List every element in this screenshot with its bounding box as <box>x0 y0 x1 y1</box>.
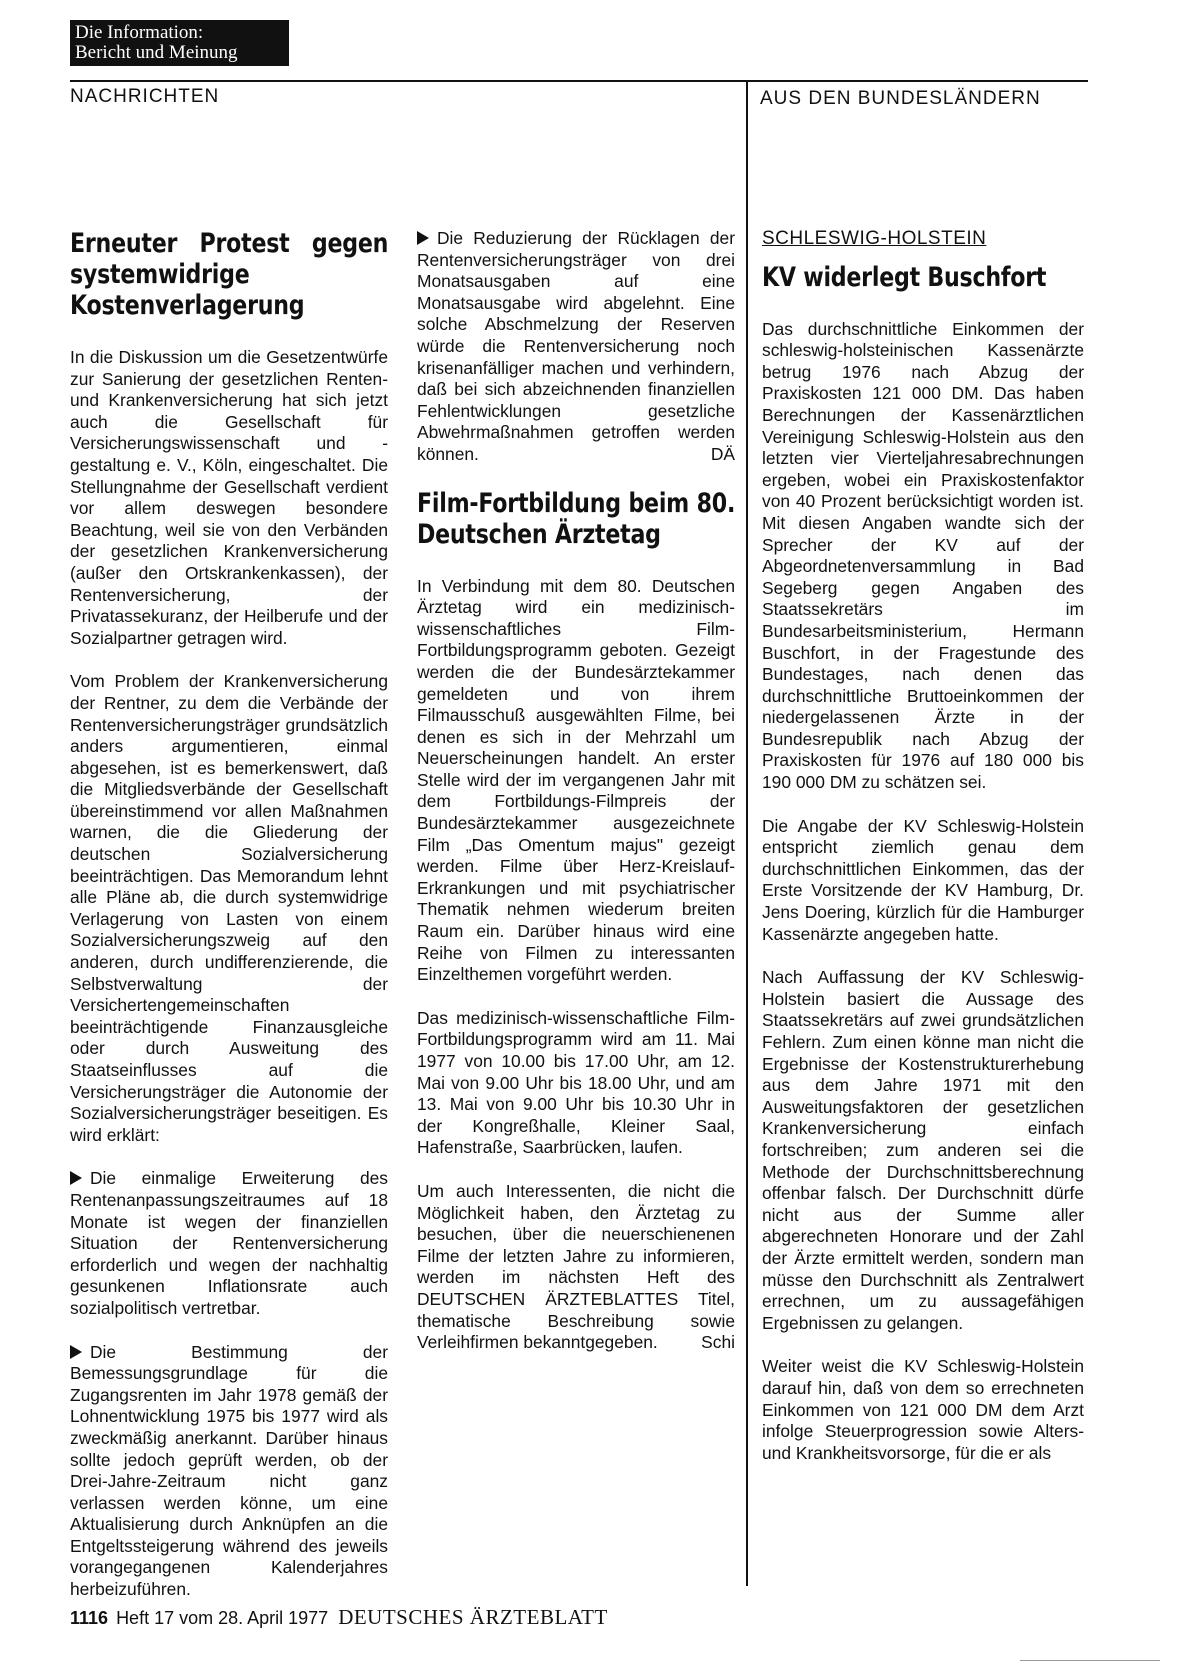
article3-paragraph: Nach Auffassung der KV Schleswig-Holstein basiert die Aussage des Staatssekretärs auf zwei grundsätzlichen Fehlern. Zum einen könne man nicht die Ergebnisse der Kostenstrukturerhebung aus dem Jahre 1971 mit den Ausweitungsfaktoren der gesetzlichen Krankenversicherung einfach fortschreiben; zum anderen sei die Methode der Durchschnittsberechnung offenbar falsch. Der Durchschnitt dürfe nicht aus der Summe aller abgerechneten Honorare und der Zahl der Ärzte ermittelt werden, sondern man müsse den Durchschnitt als Zentralwert errechnen, um zu aussagefähigen Ergebnissen zu gelangen. <box>762 967 1084 1333</box>
issue-info: Heft 17 vom 28. April 1977 <box>116 1608 329 1628</box>
column-2 <box>417 228 735 1354</box>
top-rule <box>70 80 1088 82</box>
article1-bullet: Die einmalige Erweiterung des Rentenanpassungszeitraumes auf 18 Monate ist wegen der finanziellen Situation der Rentenversicherung erforderlich und wegen der nachhaltig gesunkenen Inflationsrate auch sozialpolitisch vertretbar. <box>70 1168 388 1318</box>
article3-kicker: SCHLESWIG-HOLSTEIN <box>762 228 987 249</box>
article3-paragraph: Das durchschnittliche Einkommen der schleswig-holsteinischen Kassenärzte betrug 1976 nach Abzug der Praxiskosten 121 000 DM. Das haben Berechnungen der Kassenärztlichen Vereinigung Schleswig-Holstein aus den letzten vier Vierteljahresabrechnungen ergeben, wobei ein Praxiskostenfaktor von 40 Prozent berücksichtigt worden ist. Mit diesen Angaben wandte sich der Sprecher der KV auf der Abgeordnetenversammlung in Bad Segeberg gegen Angaben des Staatssekretärs im Bundesarbeitsministerium, Hermann Buschfort, in der Fragestunde des Bundestages, nach denen das durchschnittliche Bruttoeinkommen der niedergelassenen Ärzte in der Bundesrepublik nach Abzug der Praxiskosten für 1976 auf 180 000 bis 190 000 DM zu schätzen sei. <box>762 318 1084 793</box>
masthead-line2: Bericht und Meinung <box>75 42 238 63</box>
publication-name: DEUTSCHES ÄRZTEBLATT <box>338 1605 608 1629</box>
article2-paragraph: In Verbindung mit dem 80. Deutschen Ärztetag wird ein medizinisch-wissenschaftliches Film-Fortbildungsprogramm geboten. Gezeigt werden die der Bundesärztekammer gemeldeten und von ihrem Filmausschuß ausgewählten Filme, bei denen es sich in der Mehrzahl um Neuerscheinungen handelt. An erster Stelle wird der im vergangenen Jahr mit dem Fortbildungs-Filmpreis der Bundesärztekammer ausgezeichnete Film „Das Omentum majus" gezeigt werden. Filme über Herz-Kreislauf-Erkrankungen und mit psychiatrischer Thematik nehmen wiederum breiten Raum ein. Darüber hinaus wird eine Reihe von Filmen zu interessanten Einzelthemen vorgeführt werden. <box>417 575 735 985</box>
article1-headline: Erneuter Protest gegen systemwidrige Kostenverlagerung <box>70 228 389 321</box>
section-label-states: AUS DEN BUNDESLÄNDERN <box>760 88 1041 109</box>
bottom-rule <box>1020 1660 1160 1661</box>
article1-bullet: Die Reduzierung der Rücklagen der Rentenversicherungsträger von drei Monatsausgaben auf eine Monatsausgabe wird abgelehnt. Eine solche Abschmelzung der Reserven würde die Rentenversicherung noch krisenanfälliger machen und verhindern, daß bei sich abzeichnenden finanziellen Fehlentwicklungen gesetzliche Abwehrmaßnahmen getroffen werden können. DÄ <box>417 228 735 464</box>
article1-paragraph: Vom Problem der Krankenversicherung der Rentner, zu dem die Verbände der Rentenversicherungsträger grundsätzlich anders argumentieren, einmal abgesehen, ist es bemerkenswert, daß die Mitgliedsverbände der Gesellschaft übereinstimmend vor allen Maßnahmen warnen, die die Gliederung der deutschen Sozialversicherung beeinträchtigen. Das Memorandum lehnt alle Pläne ab, die durch systemwidrige Verlagerung von Lasten von einem Sozialversicherungszweig auf den anderen, durch undifferenzierende, die Selbstverwaltung der Versichertengemeinschaften beeinträchtigende Finanzausgleiche oder durch Ausweitung des Staatseinflusses auf die Versicherungsträger die Autonomie der Sozialversicherungsträger beseitigen. Es wird erklärt: <box>70 671 388 1145</box>
article2-signature: Schi <box>701 1332 735 1353</box>
article3-headline: KV widerlegt Buschfort <box>762 261 1047 293</box>
section-label-news: NACHRICHTEN <box>70 86 220 107</box>
column-divider <box>746 80 748 1586</box>
article3-paragraph: Die Angabe der KV Schleswig-Holstein entspricht ziemlich genau dem durchschnittlichen Einkommen, das der Erste Vorsitzende der KV Hamburg, Dr. Jens Doering, kürzlich für die Hamburger Kassenärzte angegeben hatte. <box>762 815 1084 944</box>
column-3 <box>762 228 1084 1464</box>
article2-paragraph: Um auch Interessenten, die nicht die Möglichkeit haben, den Ärztetag zu besuchen, über die neuerschienenen Filme der letzten Jahre zu informieren, werden im nächsten Heft des DEUTSCHEN ÄRZTEBLATTES Titel, thematische Beschreibung sowie Verleihfirmen bekanntgegeben. Schi <box>417 1180 735 1353</box>
masthead-line1: Die Information: <box>75 22 204 43</box>
triangle-bullet-icon <box>417 231 429 245</box>
article1-paragraph: In die Diskussion um die Gesetzentwürfe zur Sanierung der gesetzlichen Renten- und Krankenversicherung hat sich jetzt auch die Gesellschaft für Versicherungswissenschaft und -gestaltung e. V., Köln, eingeschaltet. Die Stellungnahme der Gesellschaft verdient vor allem deswegen besondere Beachtung, weil sie von den Verbänden der gesetzlichen Krankenversicherung (außer den Ortskrankenkassen), der Rentenversicherung, der Privatassekuranz, der Heilberufe und der Sozialpartner getragen wird. <box>70 347 388 648</box>
article3-paragraph: Weiter weist die KV Schleswig-Holstein darauf hin, daß von dem so errechneten Einkommen von 121 000 DM dem Arzt infolge Steuerprogression sowie Alters- und Krankheitsvorsorge, für die er als <box>762 1356 1084 1463</box>
page-number: 1116 <box>70 1608 109 1628</box>
triangle-bullet-icon <box>70 1171 82 1185</box>
page-footer <box>70 1605 608 1630</box>
article2-paragraph: Das medizinisch-wissenschaftliche Film-Fortbildungsprogramm wird am 11. Mai 1977 von 10.00 bis 17.00 Uhr, am 12. Mai von 9.00 Uhr bis 18.00 Uhr, und am 13. Mai von 9.00 Uhr bis 10.30 Uhr in der Kongreßhalle, Kleiner Saal, Hafenstraße, Saarbrücken, laufen. <box>417 1007 735 1158</box>
article1-bullet: Die Bestimmung der Bemessungsgrundlage für die Zugangsrenten im Jahr 1978 gemäß der Lohnentwicklung 1975 bis 1977 wird als zweckmäßig anerkannt. Darüber hinaus sollte jedoch geprüft werden, ob der Drei-Jahre-Zeitraum nicht ganz verlassen werden könne, um eine Aktualisierung durch Anknüpfen an die Entgeltssteigerung während des jeweils vorangegangenen Kalenderjahres herbeizuführen. <box>70 1341 388 1600</box>
column-1 <box>70 228 388 1601</box>
article1-signature: DÄ <box>710 443 735 464</box>
triangle-bullet-icon <box>70 1345 82 1359</box>
masthead <box>70 20 289 66</box>
article2-headline: Film-Fortbildung beim 80. Deutschen Ärztetag <box>417 487 736 550</box>
